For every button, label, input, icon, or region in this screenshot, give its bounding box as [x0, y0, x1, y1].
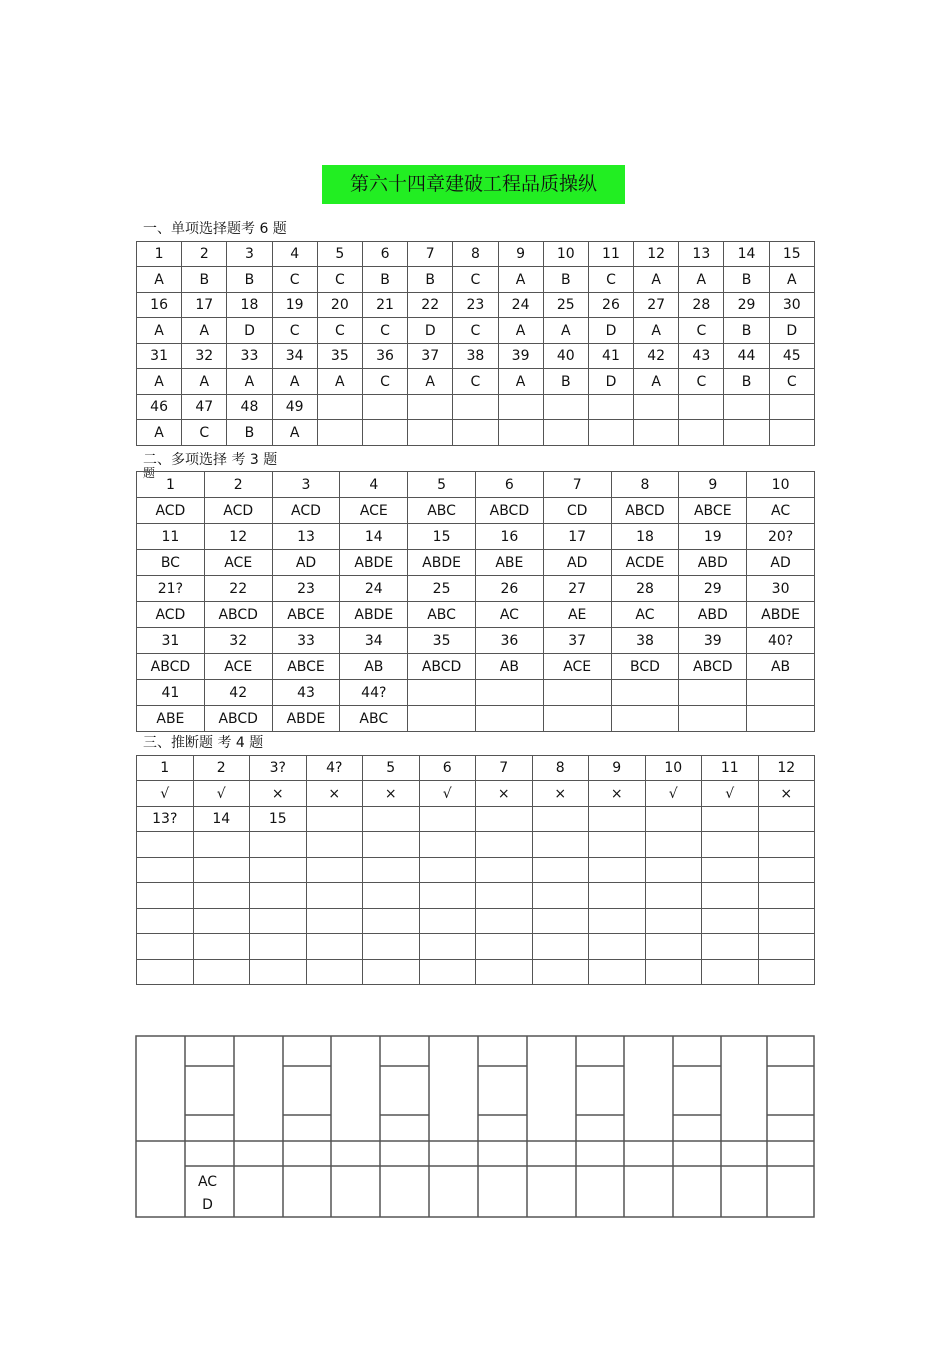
- table-cell: 1: [137, 242, 182, 267]
- table-cell: A: [769, 267, 814, 293]
- table-cell: 20: [317, 293, 362, 318]
- table-cell: A: [408, 369, 453, 395]
- table-cell: C: [317, 267, 362, 293]
- table-cell: A: [498, 369, 543, 395]
- table-cell: 33: [227, 344, 272, 369]
- table-cell: A: [634, 267, 679, 293]
- table-cell: B: [362, 267, 407, 293]
- table-cell: B: [724, 318, 769, 344]
- table-cell: 35: [408, 628, 476, 654]
- table-cell: 13: [272, 524, 340, 550]
- table-cell: ×: [250, 781, 307, 807]
- table-cell: C: [769, 369, 814, 395]
- table-cell: ACD: [272, 498, 340, 524]
- table-cell: 10: [543, 242, 588, 267]
- table-cell: 36: [362, 344, 407, 369]
- lower-grid-cell-line-2: D: [202, 1197, 213, 1213]
- table-cell: 13?: [137, 807, 194, 832]
- table-cell: C: [453, 267, 498, 293]
- table-cell: B: [724, 267, 769, 293]
- table-cell: AB: [747, 654, 815, 680]
- table-cell: C: [272, 267, 317, 293]
- table-cell: 25: [408, 576, 476, 602]
- table-cell: 24: [340, 576, 408, 602]
- table-cell: ×: [532, 781, 589, 807]
- table-cell: ×: [306, 781, 363, 807]
- table-cell: 12: [634, 242, 679, 267]
- table-cell: 48: [227, 395, 272, 420]
- table-cell: √: [702, 781, 759, 807]
- table-cell: 17: [543, 524, 611, 550]
- table-cell: ABD: [679, 550, 747, 576]
- table-cell: ABC: [408, 602, 476, 628]
- table-cell: 29: [679, 576, 747, 602]
- table-cell: AC: [475, 602, 543, 628]
- table-cell: ABCE: [272, 602, 340, 628]
- table-cell: 42: [204, 680, 272, 706]
- table-cell: AD: [272, 550, 340, 576]
- table-cell: 27: [543, 576, 611, 602]
- table-cell: 3: [272, 472, 340, 498]
- table-cell: A: [498, 267, 543, 293]
- table-cell: 1: [137, 756, 194, 781]
- table-cell: ABDE: [408, 550, 476, 576]
- table-cell: ABDE: [272, 706, 340, 732]
- section3-heading: 三、推断题 考 4 题: [143, 735, 264, 751]
- table-cell: 9: [679, 472, 747, 498]
- table-cell: 20?: [747, 524, 815, 550]
- table-cell: C: [679, 369, 724, 395]
- table-cell: 47: [182, 395, 227, 420]
- table-cell: D: [769, 318, 814, 344]
- table-cell: 38: [453, 344, 498, 369]
- table-cell: B: [408, 267, 453, 293]
- table-cell: C: [362, 318, 407, 344]
- table-cell: 31: [137, 628, 205, 654]
- table-cell: 34: [340, 628, 408, 654]
- table-cell: 42: [634, 344, 679, 369]
- table-cell: 17: [182, 293, 227, 318]
- table-cell: 10: [645, 756, 702, 781]
- table-cell: A: [634, 318, 679, 344]
- table-cell: 8: [532, 756, 589, 781]
- table-cell: 6: [475, 472, 543, 498]
- table-cell: ABCD: [475, 498, 543, 524]
- lower-grid-cell-text: [185, 1171, 230, 1217]
- table-cell: B: [227, 420, 272, 446]
- table-cell: 7: [543, 472, 611, 498]
- table-cell: 19: [272, 293, 317, 318]
- table-cell: AC: [747, 498, 815, 524]
- table-cell: ABCD: [204, 602, 272, 628]
- table-cell: 7: [408, 242, 453, 267]
- table-cell: A: [227, 369, 272, 395]
- table-cell: C: [317, 318, 362, 344]
- table-cell: 4: [340, 472, 408, 498]
- table-cell: ABE: [475, 550, 543, 576]
- lower-grid-cell-line-1: AC: [197, 1174, 218, 1190]
- table-cell: 37: [408, 344, 453, 369]
- table-cell: ABCD: [204, 706, 272, 732]
- table-cell: ACE: [204, 550, 272, 576]
- table-cell: 15: [408, 524, 476, 550]
- table-cell: BCD: [611, 654, 679, 680]
- table-cell: ACD: [137, 602, 205, 628]
- table-cell: D: [588, 318, 633, 344]
- table-cell: 44?: [340, 680, 408, 706]
- table-cell: AB: [340, 654, 408, 680]
- table-cell: 11: [588, 242, 633, 267]
- table-cell: 12: [204, 524, 272, 550]
- table-cell: 36: [475, 628, 543, 654]
- table-cell: A: [272, 420, 317, 446]
- table-cell: 28: [679, 293, 724, 318]
- table-cell: 33: [272, 628, 340, 654]
- table-cell: 5: [363, 756, 420, 781]
- table-cell: 14: [193, 807, 250, 832]
- table-cell: 2: [204, 472, 272, 498]
- table-cell: 39: [498, 344, 543, 369]
- table-cell: ABCD: [611, 498, 679, 524]
- table-cell: 2: [182, 242, 227, 267]
- table-cell: ABDE: [340, 602, 408, 628]
- table-cell: CD: [543, 498, 611, 524]
- table-cell: 30: [747, 576, 815, 602]
- table-cell: ACDE: [611, 550, 679, 576]
- table-cell: A: [137, 318, 182, 344]
- table-cell: 37: [543, 628, 611, 654]
- table-cell: 35: [317, 344, 362, 369]
- table-cell: ABCE: [272, 654, 340, 680]
- table-cell: A: [137, 420, 182, 446]
- table-cell: B: [543, 369, 588, 395]
- table-cell: 2: [193, 756, 250, 781]
- table-cell: 5: [317, 242, 362, 267]
- table-cell: ×: [476, 781, 533, 807]
- table-cell: A: [317, 369, 362, 395]
- table-cell: 30: [769, 293, 814, 318]
- table-cell: 23: [453, 293, 498, 318]
- table-cell: 13: [679, 242, 724, 267]
- table-cell: C: [679, 318, 724, 344]
- table-cell: 27: [634, 293, 679, 318]
- table-cell: A: [543, 318, 588, 344]
- table-cell: A: [182, 318, 227, 344]
- table-cell: ACD: [137, 498, 205, 524]
- table-cell: A: [137, 369, 182, 395]
- table-cell: ACE: [340, 498, 408, 524]
- table-cell: AB: [475, 654, 543, 680]
- table-cell: 23: [272, 576, 340, 602]
- table-cell: 9: [498, 242, 543, 267]
- table-cell: A: [272, 369, 317, 395]
- table-cell: 8: [611, 472, 679, 498]
- table-cell: √: [645, 781, 702, 807]
- table-cell: AC: [611, 602, 679, 628]
- table-cell: C: [453, 369, 498, 395]
- table-cell: 45: [769, 344, 814, 369]
- table-cell: D: [408, 318, 453, 344]
- table-cell: 3: [227, 242, 272, 267]
- table-cell: 8: [453, 242, 498, 267]
- table-cell: A: [182, 369, 227, 395]
- table-cell: 41: [588, 344, 633, 369]
- table-cell: C: [453, 318, 498, 344]
- table-cell: C: [588, 267, 633, 293]
- section2-heading: 二、多项选择 考 3 题: [143, 452, 278, 468]
- table-cell: ×: [758, 781, 815, 807]
- table-cell: 6: [419, 756, 476, 781]
- table-cell: 24: [498, 293, 543, 318]
- table-cell: B: [227, 267, 272, 293]
- table-cell: AE: [543, 602, 611, 628]
- table-cell: 43: [272, 680, 340, 706]
- table-cell: 29: [724, 293, 769, 318]
- table-cell: 49: [272, 395, 317, 420]
- table-cell: ACE: [204, 654, 272, 680]
- table-cell: 32: [204, 628, 272, 654]
- table-cell: 22: [204, 576, 272, 602]
- section1-heading: 一、单项选择题考 6 题: [143, 221, 287, 237]
- table-cell: 28: [611, 576, 679, 602]
- table-cell: C: [362, 369, 407, 395]
- table-cell: ABDE: [340, 550, 408, 576]
- table-cell: 41: [137, 680, 205, 706]
- table-cell: 7: [476, 756, 533, 781]
- table-cell: 9: [589, 756, 646, 781]
- table-cell: 32: [182, 344, 227, 369]
- table-cell: A: [137, 267, 182, 293]
- table-cell: 15: [769, 242, 814, 267]
- table-cell: 11: [137, 524, 205, 550]
- table-cell: 5: [408, 472, 476, 498]
- table-cell: √: [137, 781, 194, 807]
- table-cell: ACD: [204, 498, 272, 524]
- table-cell: ABC: [408, 498, 476, 524]
- table-cell: 18: [227, 293, 272, 318]
- table-cell: 39: [679, 628, 747, 654]
- table-cell: ACE: [543, 654, 611, 680]
- table-cell: ABE: [137, 706, 205, 732]
- table-cell: 31: [137, 344, 182, 369]
- table-cell: 6: [362, 242, 407, 267]
- table-cell: 16: [137, 293, 182, 318]
- table-cell: ABCD: [679, 654, 747, 680]
- table-cell: D: [227, 318, 272, 344]
- table-cell: 25: [543, 293, 588, 318]
- table-cell: 16: [475, 524, 543, 550]
- table-cell: 15: [250, 807, 307, 832]
- table-cell: 12: [758, 756, 815, 781]
- table-cell: 22: [408, 293, 453, 318]
- table-cell: 34: [272, 344, 317, 369]
- table-cell: 1: [137, 472, 205, 498]
- table-cell: 26: [588, 293, 633, 318]
- table-cell: 4?: [306, 756, 363, 781]
- table-cell: 4: [272, 242, 317, 267]
- table-cell: ABDE: [747, 602, 815, 628]
- table-cell: BC: [137, 550, 205, 576]
- table-cell: 46: [137, 395, 182, 420]
- table-cell: 11: [702, 756, 759, 781]
- table-cell: B: [724, 369, 769, 395]
- table-cell: A: [679, 267, 724, 293]
- table-cell: 40?: [747, 628, 815, 654]
- table-cell: 43: [679, 344, 724, 369]
- table-cell: ABC: [340, 706, 408, 732]
- table-cell: AD: [543, 550, 611, 576]
- table-cell: A: [634, 369, 679, 395]
- table-cell: AD: [747, 550, 815, 576]
- table-cell: √: [419, 781, 476, 807]
- table-cell: 44: [724, 344, 769, 369]
- table-cell: ABCE: [679, 498, 747, 524]
- table-cell: B: [182, 267, 227, 293]
- table-cell: ABD: [679, 602, 747, 628]
- table-cell: 21?: [137, 576, 205, 602]
- table-cell: ABCD: [408, 654, 476, 680]
- table-cell: ×: [363, 781, 420, 807]
- table-cell: ABCD: [137, 654, 205, 680]
- table-cell: C: [182, 420, 227, 446]
- table-cell: 14: [340, 524, 408, 550]
- table-cell: C: [272, 318, 317, 344]
- stray-character: 题: [143, 466, 156, 480]
- page-title: 第六十四章建破工程品质操纵: [322, 165, 625, 204]
- table-cell: 40: [543, 344, 588, 369]
- table-cell: D: [588, 369, 633, 395]
- table-cell: A: [498, 318, 543, 344]
- table-cell: √: [193, 781, 250, 807]
- table-cell: 18: [611, 524, 679, 550]
- table-cell: 26: [475, 576, 543, 602]
- table-cell: ×: [589, 781, 646, 807]
- table-cell: 38: [611, 628, 679, 654]
- table-cell: 14: [724, 242, 769, 267]
- table-cell: 21: [362, 293, 407, 318]
- table-cell: 19: [679, 524, 747, 550]
- table-cell: B: [543, 267, 588, 293]
- table-cell: 3?: [250, 756, 307, 781]
- table-cell: 10: [747, 472, 815, 498]
